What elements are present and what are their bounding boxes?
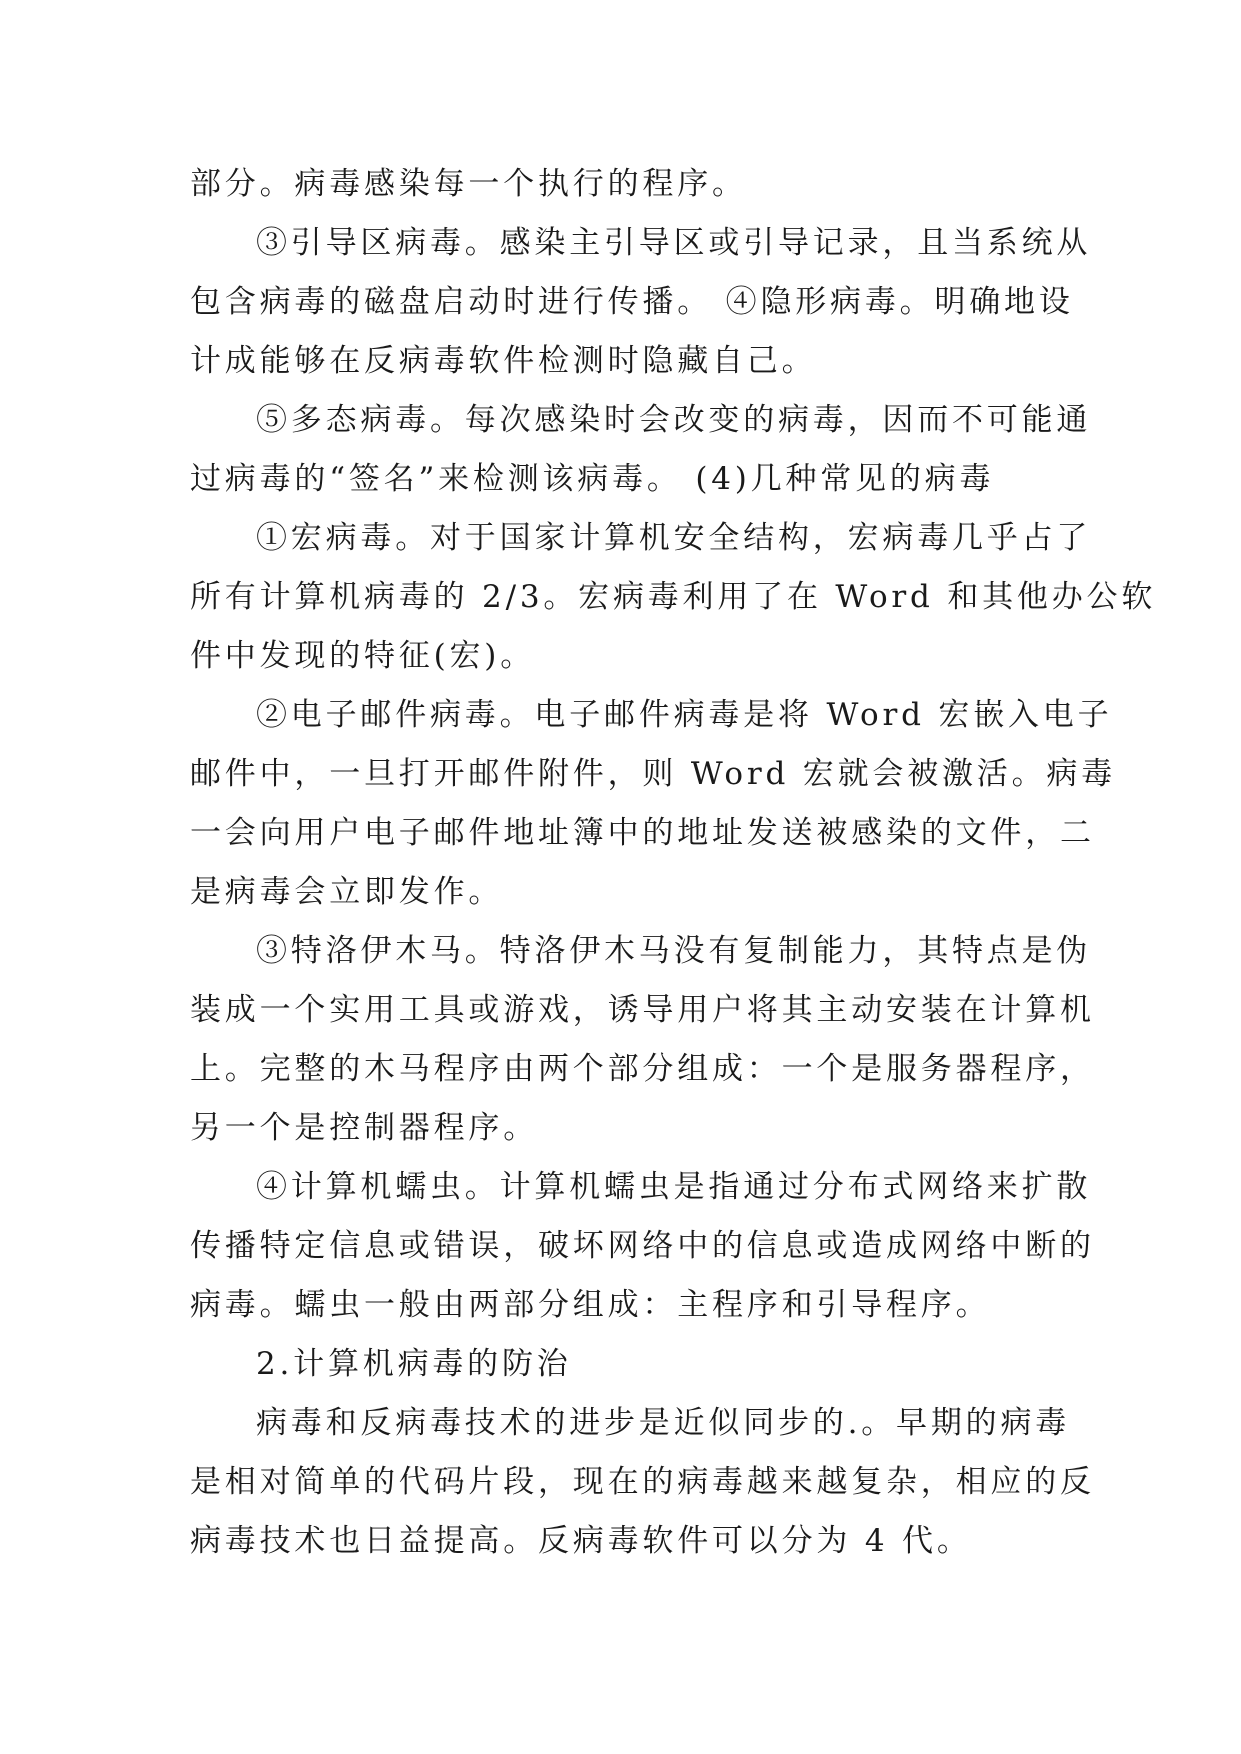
text-line: 2.计算机病毒的防治 <box>256 1346 572 1382</box>
text-line: ④计算机蠕虫。计算机蠕虫是指通过分布式网络来扩散 <box>256 1169 1092 1205</box>
text-line: 过病毒的“签名”来检测该病毒。 (4)几种常见的病毒 <box>190 461 995 497</box>
text-line: 病毒和反病毒技术的进步是近似同步的.。早期的病毒 <box>256 1405 1071 1441</box>
text-line: 部分。病毒感染每一个执行的程序。 <box>190 166 747 202</box>
text-line: ⑤多态病毒。每次感染时会改变的病毒，因而不可能通 <box>256 402 1092 438</box>
text-line: 上。完整的木马程序由两个部分组成：一个是服务器程序， <box>190 1051 1095 1087</box>
text-line: 邮件中，一旦打开邮件附件，则 Word 宏就会被激活。病毒 <box>190 756 1116 792</box>
text-line: 装成一个实用工具或游戏，诱导用户将其主动安装在计算机 <box>190 992 1095 1028</box>
text-line: 是相对简单的代码片段，现在的病毒越来越复杂，相应的反 <box>190 1464 1095 1500</box>
text-line: 件中发现的特征(宏)。 <box>190 638 535 674</box>
text-line: 计成能够在反病毒软件检测时隐藏自己。 <box>190 343 817 379</box>
text-line: ③引导区病毒。感染主引导区或引导记录，且当系统从 <box>256 225 1092 261</box>
text-line: 病毒。蠕虫一般由两部分组成：主程序和引导程序。 <box>190 1287 991 1323</box>
text-line: ①宏病毒。对于国家计算机安全结构，宏病毒几乎占了 <box>256 520 1092 556</box>
text-line: 是病毒会立即发作。 <box>190 874 504 910</box>
text-line: 包含病毒的磁盘启动时进行传播。 ④隐形病毒。明确地设 <box>190 284 1074 320</box>
text-line: 另一个是控制器程序。 <box>190 1110 538 1146</box>
document-body <box>190 155 1157 1571</box>
text-line: 一会向用户电子邮件地址簿中的地址发送被感染的文件，二 <box>190 815 1095 851</box>
text-line: 病毒技术也日益提高。反病毒软件可以分为 4 代。 <box>190 1523 972 1559</box>
text-line: 传播特定信息或错误，破坏网络中的信息或造成网络中断的 <box>190 1228 1095 1264</box>
text-line: ③特洛伊木马。特洛伊木马没有复制能力，其特点是伪 <box>256 933 1092 969</box>
text-line: 所有计算机病毒的 2/3。宏病毒利用了在 Word 和其他办公软 <box>190 579 1157 615</box>
text-line: ②电子邮件病毒。电子邮件病毒是将 Word 宏嵌入电子 <box>256 697 1113 733</box>
